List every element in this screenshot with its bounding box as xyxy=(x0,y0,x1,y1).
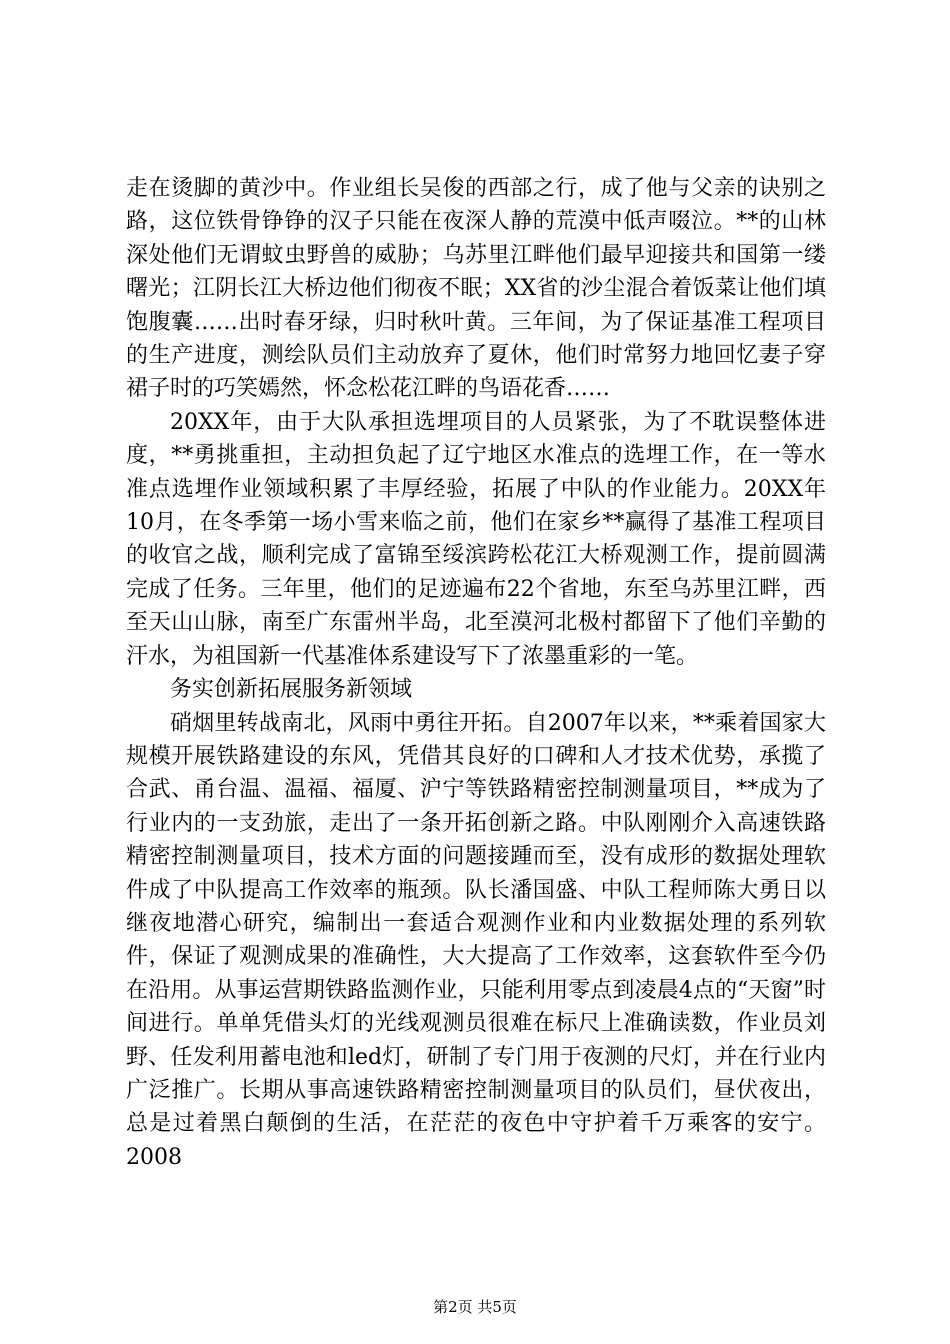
paragraph-2: 20XX年，由于大队承担选埋项目的人员紧张，为了不耽误整体进度，**勇挑重担，主动担负起了辽宁地区水准点的选埋工作，在一等水准点选埋作业领域积累了丰厚经验，拓展了中队的作业能力。20XX年10月，在冬季第一场小雪来临之前，他们在家乡**赢得了基准工程项目的收官之战，顺利完成了富锦至绥滨跨松花江大桥观测工作，提前圆满完成了任务。三年里，他们的足迹遍布22个省地，东至乌苏里江畔，西至天山山脉，南至广东雷州半岛，北至漠河北极村都留下了他们辛勤的汗水，为祖国新一代基准体系建设写下了浓墨重彩的一笔。 xyxy=(126,409,826,669)
page-number-footer: 第2页 共5页 xyxy=(433,1298,517,1316)
document-body xyxy=(126,172,826,1174)
paragraph-3: 硝烟里转战南北，风雨中勇往开拓。自2007年以来，**乘着国家大规模开展铁路建设的东风，凭借其良好的口碑和人才技术优势，承揽了合武、甬台温、温福、福厦、沪宁等铁路精密控制测量项目，**成为了行业内的一支劲旅，走出了一条开拓创新之路。中队刚刚介入高速铁路精密控制测量项目，技术方面的问题接踵而至，没有成形的数据处理软件成了中队提高工作效率的瓶颈。队长潘国盛、中队工程师陈大勇日以继夜地潜心研究，编制出一套适合观测作业和内业数据处理的系列软件，保证了观测成果的准确性，大大提高了工作效率，这套软件至今仍在沿用。从事运营期铁路监测作业，只能利用零点到凌晨4点的“天窗”时间进行。单单凭借头灯的光线观测员很难在标尺上准确读数，作业员刘野、任发利用蓄电池和led灯，研制了专门用于夜测的尺灯，并在行业内广泛推广。长期从事高速铁路精密控制测量项目的队员们，昼伏夜出，总是过着黑白颠倒的生活，在茫茫的夜色中守护着千万乘客的安宁。2008 xyxy=(126,710,826,1170)
paragraph-1: 走在烫脚的黄沙中。作业组长吴俊的西部之行，成了他与父亲的诀别之路，这位铁骨铮铮的汉子只能在夜深人静的荒漠中低声啜泣。**的山林深处他们无谓蚊虫野兽的威胁；乌苏里江畔他们最早迎接共和国第一缕曙光；江阴长江大桥边他们彻夜不眠；XX省的沙尘混合着饭菜让他们填饱腹囊……出时春牙绿，归时秋叶黄。三年间，为了保证基准工程项目的生产进度，测绘队员们主动放弃了夏休，他们时常努力地回忆妻子穿裙子时的巧笑嫣然，怀念松花江畔的鸟语花香…… xyxy=(126,176,826,402)
section-heading: 务实创新拓展服务新领域 xyxy=(170,677,413,703)
